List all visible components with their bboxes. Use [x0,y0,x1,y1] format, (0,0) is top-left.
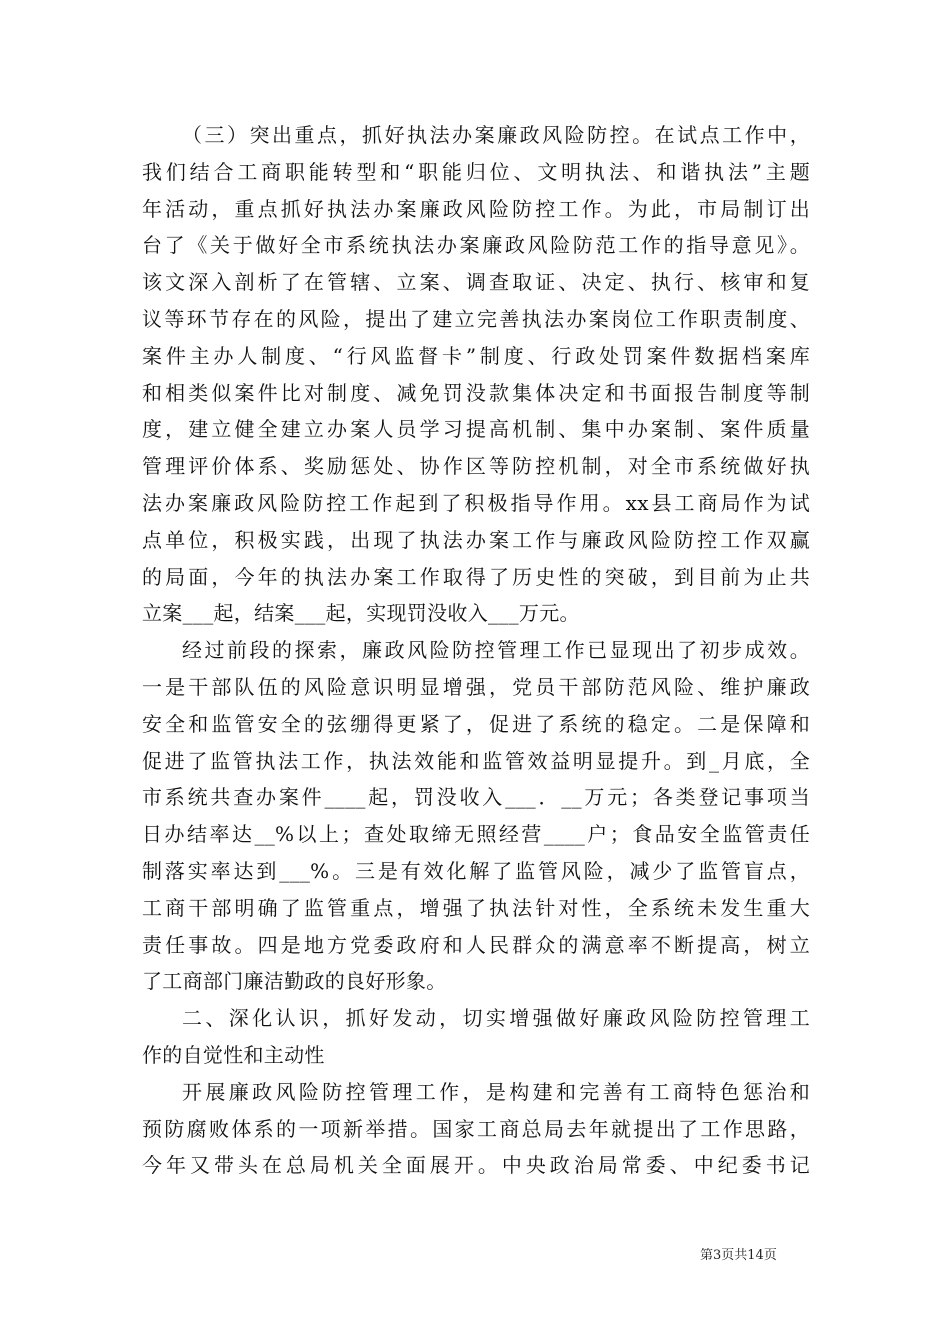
paragraph-line: 该文深入剖析了在管辖、立案、调查取证、决定、执行、核审和复 [142,270,810,295]
paragraph-line: 制落实率达到___%。三是有效化解了监管风险，减少了监管盲点， [142,858,810,883]
section-heading-line: 作的自觉性和主动性 [142,1042,325,1067]
paragraph-line: 案件主办人制度、“行风监督卡”制度、行政处罚案件数据档案库 [142,343,810,368]
paragraph-line: 法办案廉政风险防控工作起到了积极指导作用。xx县工商局作为试 [142,490,810,515]
paragraph-line: 度，建立健全建立办案人员学习提高机制、集中办案制、案件质量 [142,417,810,442]
paragraph-line: 点单位，积极实践，出现了执法办案工作与廉政风险防控工作双赢 [142,527,810,552]
paragraph-line: 市系统共查办案件____起，罚没收入___．__万元；各类登记事项当 [142,785,810,810]
paragraph-line: 一是干部队伍的风险意识明显增强，党员干部防范风险、维护廉政 [142,674,810,699]
paragraph-line: 今年又带头在总局机关全面展开。中央政治局常委、中纪委书记 [142,1153,810,1178]
paragraph-line: （三）突出重点，抓好执法办案廉政风险防控。在试点工作中， [182,123,810,147]
paragraph-line: 的局面，今年的执法办案工作取得了历史性的突破，到目前为止共 [142,564,810,589]
paragraph-line: 年活动，重点抓好执法办案廉政风险防控工作。为此，市局制订出 [142,196,810,221]
paragraph-line: 预防腐败体系的一项新举措。国家工商总局去年就提出了工作思路， [142,1116,810,1141]
page-number-footer: 第3页共14页 [700,1248,777,1263]
paragraph-line: 我们结合工商职能转型和“职能归位、文明执法、和谐执法”主题 [142,159,810,184]
paragraph-line: 了工商部门廉洁勤政的良好形象。 [142,969,447,994]
paragraph-line: 议等环节存在的风险，提出了建立完善执法办案岗位工作职责制度、 [142,306,810,331]
paragraph-line: 开展廉政风险防控管理工作，是构建和完善有工商特色惩治和 [182,1079,810,1104]
document-body [142,117,810,1184]
paragraph-line: 管理评价体系、奖励惩处、协作区等防控机制，对全市系统做好执 [142,454,810,479]
paragraph-line: 促进了监管执法工作，执法效能和监管效益明显提升。到_月底，全 [142,748,810,773]
paragraph-line: 安全和监管安全的弦绷得更紧了，促进了系统的稳定。二是保障和 [142,711,810,736]
paragraph-line: 日办结率达__%以上；查处取缔无照经营____户；食品安全监管责任 [142,822,810,847]
paragraph-line: 责任事故。四是地方党委政府和人民群众的满意率不断提高，树立 [142,932,810,957]
paragraph-line: 经过前段的探索，廉政风险防控管理工作已显现出了初步成效。 [182,638,810,663]
paragraph-line: 立案___起，结案___起，实现罚没收入___万元。 [142,601,580,626]
section-heading-line: 二、深化认识，抓好发动，切实增强做好廉政风险防控管理工 [182,1006,810,1031]
paragraph-line: 工商干部明确了监管重点，增强了执法针对性，全系统未发生重大 [142,895,810,920]
paragraph-line: 和相类似案件比对制度、减免罚没款集体决定和书面报告制度等制 [142,380,810,405]
paragraph-line: 台了《关于做好全市系统执法办案廉政风险防范工作的指导意见》。 [142,233,810,258]
